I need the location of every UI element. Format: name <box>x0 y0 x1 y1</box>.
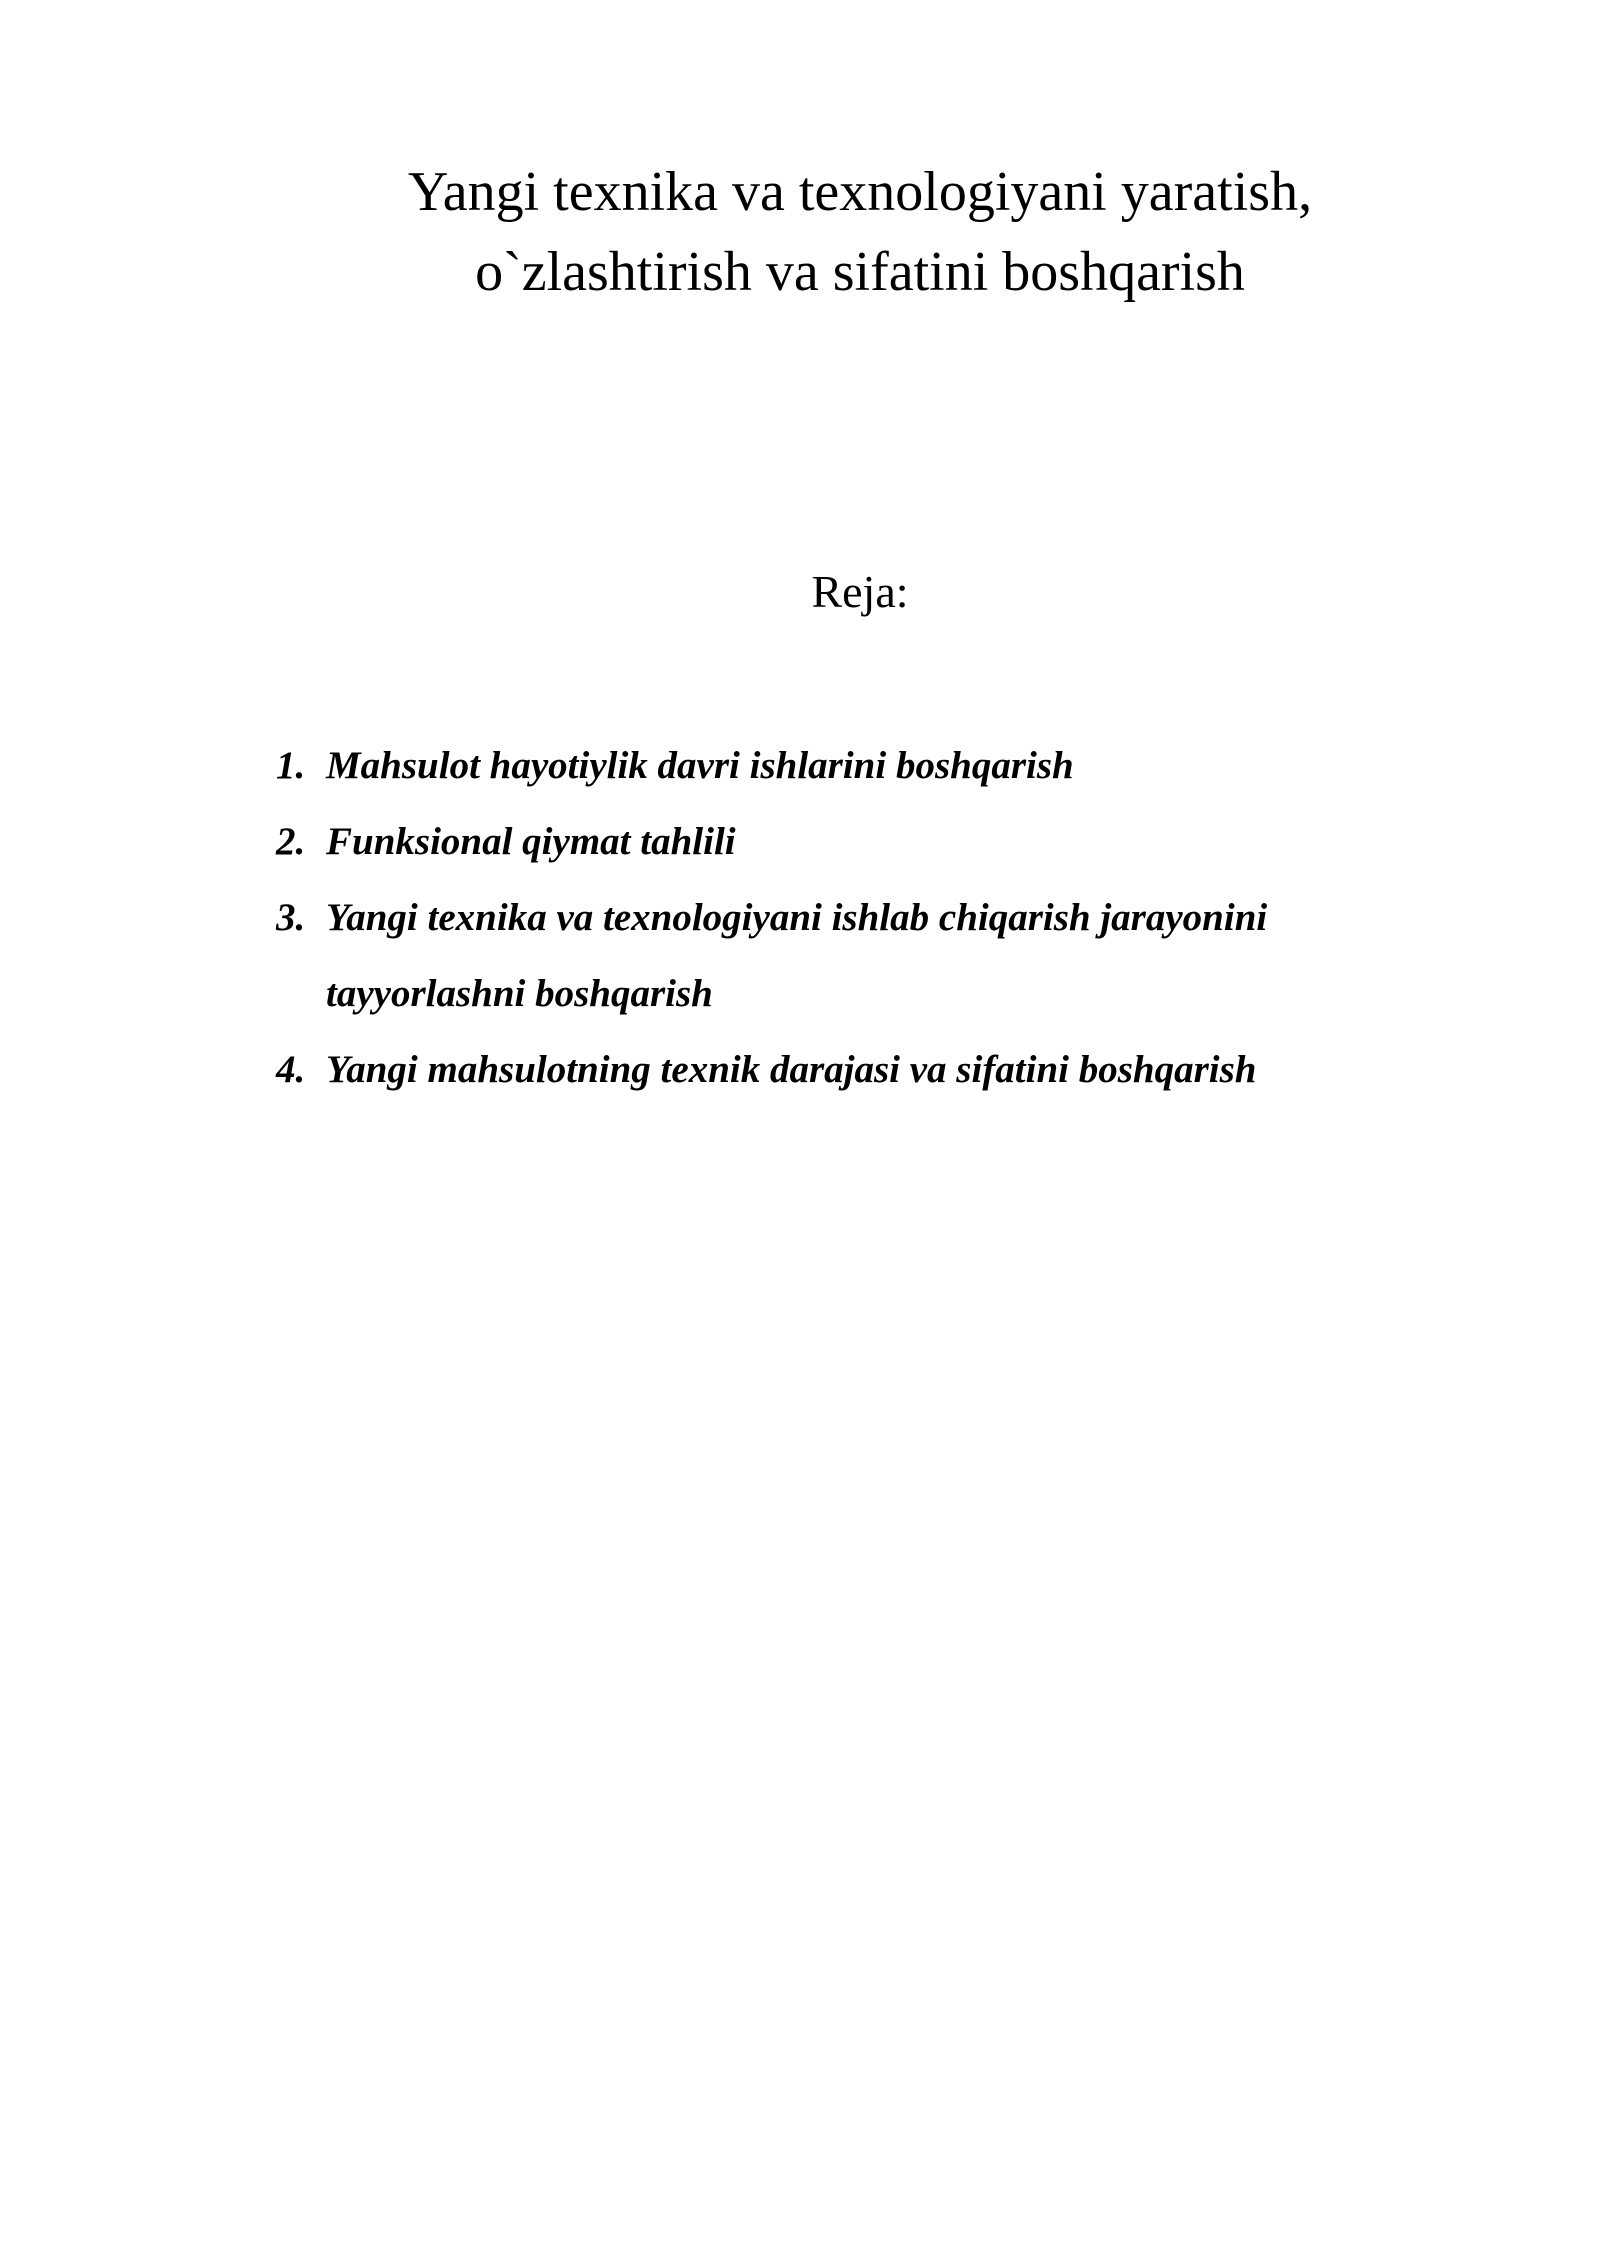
plan-item-text: Funksional qiymat tahlili <box>326 820 736 863</box>
plan-item-2 <box>276 804 1406 880</box>
plan-item-3 <box>276 880 1406 1032</box>
title-line-2: o`zlashtirish va sifatini boshqarish <box>475 241 1245 303</box>
plan-item-number: 3. <box>276 896 306 939</box>
plan-list <box>276 728 1406 1108</box>
title-line-1: Yangi texnika va texnologiyani yaratish, <box>407 161 1313 223</box>
plan-item-text: Yangi mahsulotning texnik darajasi va sifatini boshqarish <box>326 1048 1257 1091</box>
plan-item-number: 2. <box>276 820 306 863</box>
plan-item-1 <box>276 728 1406 804</box>
plan-item-text: Yangi texnika va texnologiyani ishlab chiqarish jarayonini tayyorlashni boshqarish <box>326 896 1268 1015</box>
plan-item-text: Mahsulot hayotiylik davri ishlarini boshqarish <box>326 744 1074 787</box>
plan-item-4 <box>276 1032 1406 1108</box>
plan-item-number: 4. <box>276 1048 306 1091</box>
document-title <box>0 152 1600 312</box>
plan-heading: Reja: <box>811 566 909 617</box>
plan-item-number: 1. <box>276 744 306 787</box>
